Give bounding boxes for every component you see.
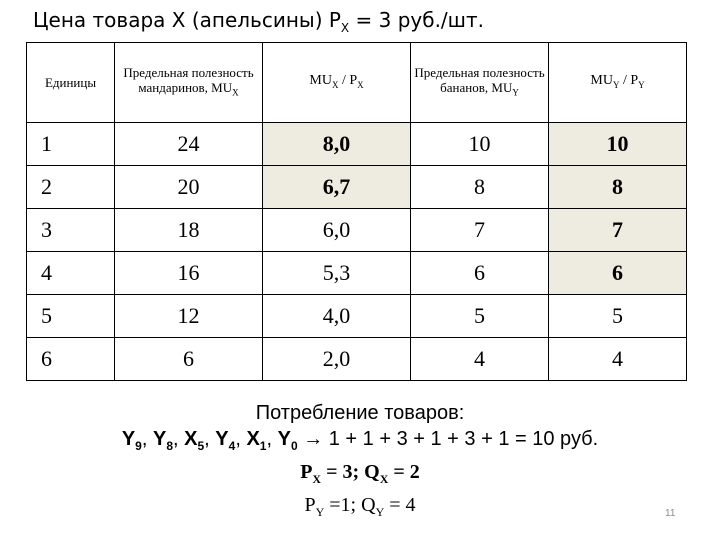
cell-mu-x: 6 — [115, 338, 263, 381]
arrow-right-icon: → — [303, 428, 324, 450]
cell-mu-y: 5 — [411, 295, 549, 338]
cell-ratio-y: 10 — [549, 123, 687, 166]
table-row — [27, 209, 687, 252]
table-row — [27, 295, 687, 338]
cell-ratio-x: 8,0 — [263, 123, 411, 166]
cell-unit: 4 — [27, 252, 115, 295]
page-number: 11 — [665, 508, 676, 519]
cell-unit: 6 — [27, 338, 115, 381]
cell-mu-y: 6 — [411, 252, 549, 295]
cell-unit: 1 — [27, 123, 115, 166]
table-row — [27, 166, 687, 209]
cell-unit: 3 — [27, 209, 115, 252]
seq-item: $X_5$ — [184, 428, 205, 453]
seq-item: $Y_4$ — [215, 428, 236, 453]
cell-mu-x: 12 — [115, 295, 263, 338]
cell-mu-x: 20 — [115, 166, 263, 209]
summary-x: $P_X = 3$; $Q_X = 2$ — [300, 461, 420, 486]
table-row — [27, 252, 687, 295]
header-mu-y-per-py: $MU_Y / P_Y$ — [549, 43, 687, 123]
cell-mu-y: 7 — [411, 209, 549, 252]
summary-y: $P_Y =1$; $Q_Y = 4$ — [304, 494, 416, 519]
cell-ratio-x: 2,0 — [263, 338, 411, 381]
cell-mu-y: 4 — [411, 338, 549, 381]
seq-item: $Y_9$ — [121, 428, 142, 453]
marginal-utility-table — [26, 42, 687, 381]
header-mu-x-per-px: $MU_X / P_X$ — [263, 43, 411, 123]
cell-unit: 2 — [27, 166, 115, 209]
table-row — [27, 338, 687, 381]
summary-sum: 1 + 1 + 3 + 1 + 3 + 1 = 10 руб. — [323, 428, 599, 450]
cell-ratio-y: 7 — [549, 209, 687, 252]
cell-ratio-x: 5,3 — [263, 252, 411, 295]
cell-ratio-x: 6,0 — [263, 209, 411, 252]
cell-ratio-x: 6,7 — [263, 166, 411, 209]
seq-item: $Y_8$ — [152, 428, 173, 453]
cell-unit: 5 — [27, 295, 115, 338]
header-mu-y: Предельная полезность бананов, $MU_Y$ — [411, 43, 549, 123]
table-header-row — [27, 43, 687, 123]
table-row — [27, 123, 687, 166]
seq-item: $X_1$ — [246, 428, 267, 453]
cell-mu-x: 16 — [115, 252, 263, 295]
cell-ratio-y: 5 — [549, 295, 687, 338]
cell-mu-y: 10 — [411, 123, 549, 166]
consumption-summary — [0, 400, 720, 525]
summary-heading: Потребление товаров: — [255, 402, 465, 424]
seq-item: $Y_0$ — [277, 428, 298, 453]
cell-ratio-y: 4 — [549, 338, 687, 381]
slide-title: Цена товара X (апельсины) $P_X = 3$ руб./шт. — [33, 8, 484, 35]
summary-sequence: $Y_9$, $Y_8$, $X_5$, $Y_4$, $X_1$, $Y_0 \to 1 + 1 + 3 + 1 + 3 + 1 = 10$ руб. — [121, 428, 599, 453]
cell-ratio-x: 4,0 — [263, 295, 411, 338]
cell-mu-x: 24 — [115, 123, 263, 166]
cell-mu-x: 18 — [115, 209, 263, 252]
cell-ratio-y: 6 — [549, 252, 687, 295]
cell-mu-y: 8 — [411, 166, 549, 209]
cell-ratio-y: 8 — [549, 166, 687, 209]
header-units: Единицы — [27, 43, 115, 123]
header-mu-x: Предельная полезность мандаринов, $MU_X$ — [115, 43, 263, 123]
